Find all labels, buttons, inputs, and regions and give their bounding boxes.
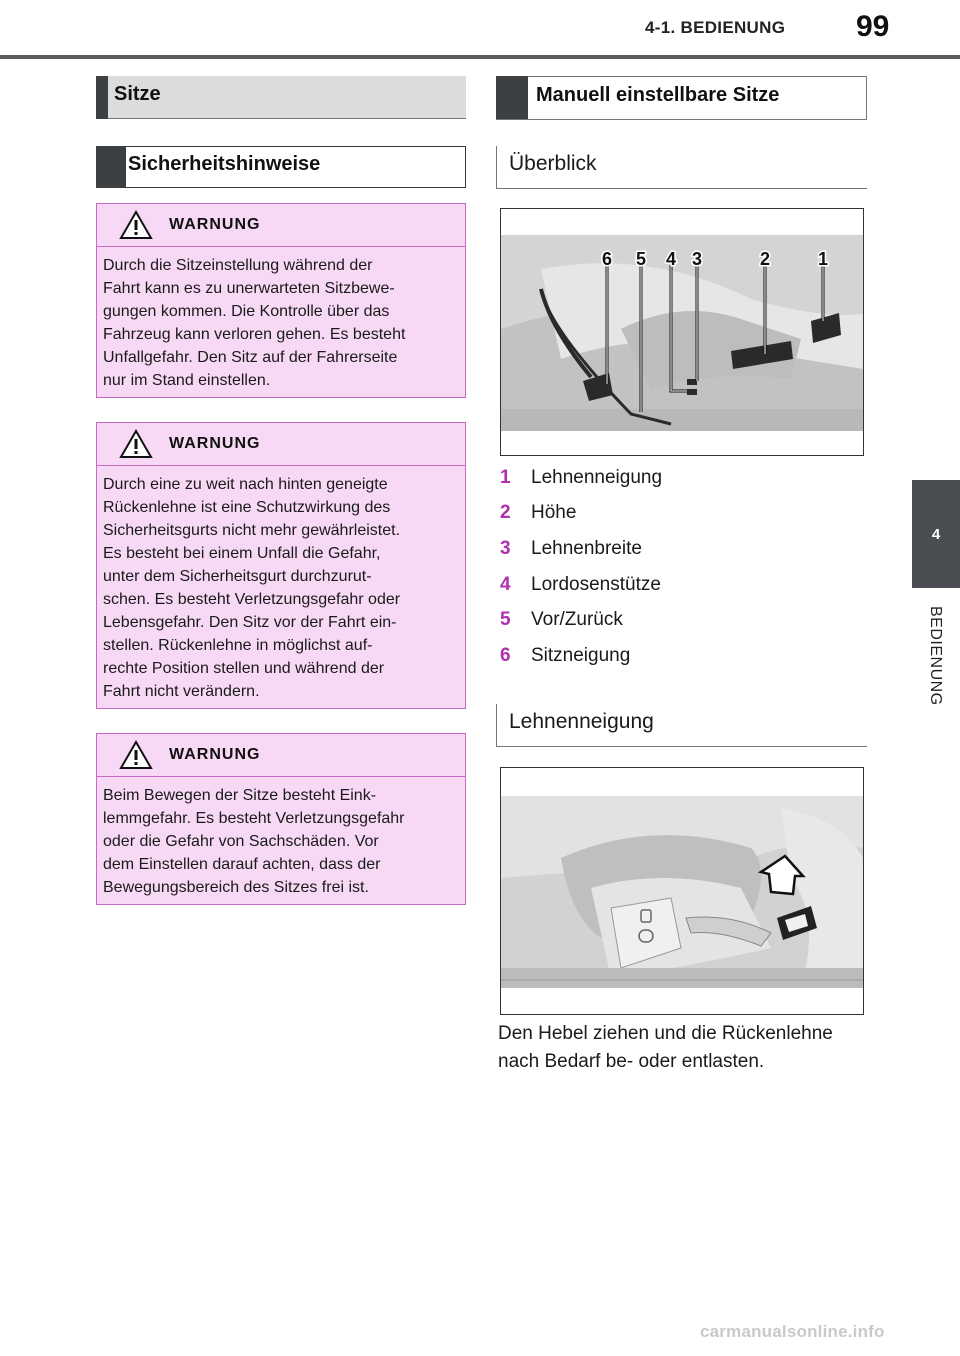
legend-label: Sitzneigung <box>531 644 631 666</box>
seat-controls-figure <box>500 208 864 456</box>
callout-5: 5 <box>635 249 647 269</box>
callout-1: 1 <box>817 249 829 269</box>
warning-header <box>97 423 465 466</box>
subheading-title: Lehnenneigung <box>509 710 654 733</box>
chapter-label: BEDIENUNG <box>927 606 944 706</box>
warning-title: WARNUNG <box>169 746 261 763</box>
legend-item <box>500 496 860 532</box>
warning-text: Durch die Sitzeinstellung während der Fahrt kann es zu unerwarteten Sitzbewe- gungen kommen. Die Kontrolle über das Fahrzeug kann verloren gehen. Es besteht Unfallgefahr. Den Sitz auf der Fahrerseite nur im Stand einstellen. <box>103 257 406 389</box>
subheading-ueberblick <box>496 146 867 189</box>
legend-label: Vor/Zurück <box>531 609 623 631</box>
warning-box-3 <box>96 733 466 905</box>
legend-item <box>500 638 860 674</box>
recline-instruction: Den Hebel ziehen und die Rückenlehne nach Bedarf be- oder entlasten. <box>498 1023 833 1072</box>
callout-3: 3 <box>691 249 703 269</box>
controls-legend <box>500 460 860 674</box>
legend-label: Höhe <box>531 502 577 524</box>
subheading-title: Überblick <box>509 152 597 175</box>
section-heading-sitze <box>96 76 466 119</box>
seat-controls-illustration <box>501 209 863 455</box>
legend-number: 1 <box>500 466 511 488</box>
warning-header <box>97 204 465 247</box>
heading-bar <box>96 76 108 119</box>
watermark: carmanualsonline.info <box>700 1322 885 1341</box>
legend-item <box>500 460 860 496</box>
chapter-side-label <box>922 606 950 726</box>
legend-label: Lordosenstütze <box>531 573 661 595</box>
running-header: 4-1. BEDIENUNG <box>645 18 786 37</box>
warning-title: WARNUNG <box>169 216 261 233</box>
subsection-title: Sicherheitshinweise <box>128 153 321 175</box>
callout-4: 4 <box>665 249 677 269</box>
heading-bar <box>96 146 126 188</box>
legend-item <box>500 531 860 567</box>
warning-box-1 <box>96 203 466 398</box>
warning-text: Durch eine zu weit nach hinten geneigte Rückenlehne ist eine Schutzwirkung des Sicherheitsgurts nicht mehr gewährleistet. Es besteht bei einem Unfall die Gefahr, unter dem Sicherheitsgurt durchzurut- schen. Es besteht Verletzungsgefahr oder Lebensgefahr. Den Sitz vor der Fahrt ein- stellen. Rückenlehne in möglichst auf- rechte Position stellen und während der Fahrt nicht verändern. <box>103 476 401 700</box>
heading-bar <box>496 76 528 119</box>
warning-text: Beim Bewegen der Sitze besteht Eink- lemmgefahr. Es besteht Verletzungsgefahr oder die Gefahr von Sachschäden. Vor dem Einstellen darauf achten, dass der Bewegungsbereich des Sitzes frei ist. <box>103 787 405 896</box>
legend-number: 3 <box>500 537 511 559</box>
warning-header <box>97 734 465 777</box>
warning-triangle-icon <box>119 429 153 459</box>
warning-triangle-icon <box>119 740 153 770</box>
callout-6: 6 <box>601 249 613 269</box>
chapter-number: 4 <box>931 525 941 543</box>
legend-item <box>500 567 860 603</box>
legend-item <box>500 602 860 638</box>
legend-label: Lehnenbreite <box>531 537 642 559</box>
subsection-heading-sicherheitshinweise <box>96 146 466 188</box>
legend-number: 4 <box>500 573 511 595</box>
subheading-lehnenneigung <box>496 704 867 747</box>
callout-2: 2 <box>759 249 771 269</box>
warning-box-2 <box>96 422 466 709</box>
recline-lever-figure <box>500 767 864 1015</box>
page-number: 99 <box>856 10 890 43</box>
legend-label: Lehnenneigung <box>531 466 663 488</box>
chapter-tab <box>912 480 960 588</box>
legend-number: 2 <box>500 502 511 524</box>
legend-number: 6 <box>500 644 511 666</box>
legend-number: 5 <box>500 609 511 631</box>
recline-lever-illustration <box>501 768 863 1014</box>
section-heading-manuell <box>496 76 867 120</box>
section-title: Manuell einstellbare Sitze <box>536 84 780 106</box>
header-divider <box>0 55 960 59</box>
warning-title: WARNUNG <box>169 435 261 452</box>
warning-triangle-icon <box>119 210 153 240</box>
section-title: Sitze <box>114 83 161 105</box>
